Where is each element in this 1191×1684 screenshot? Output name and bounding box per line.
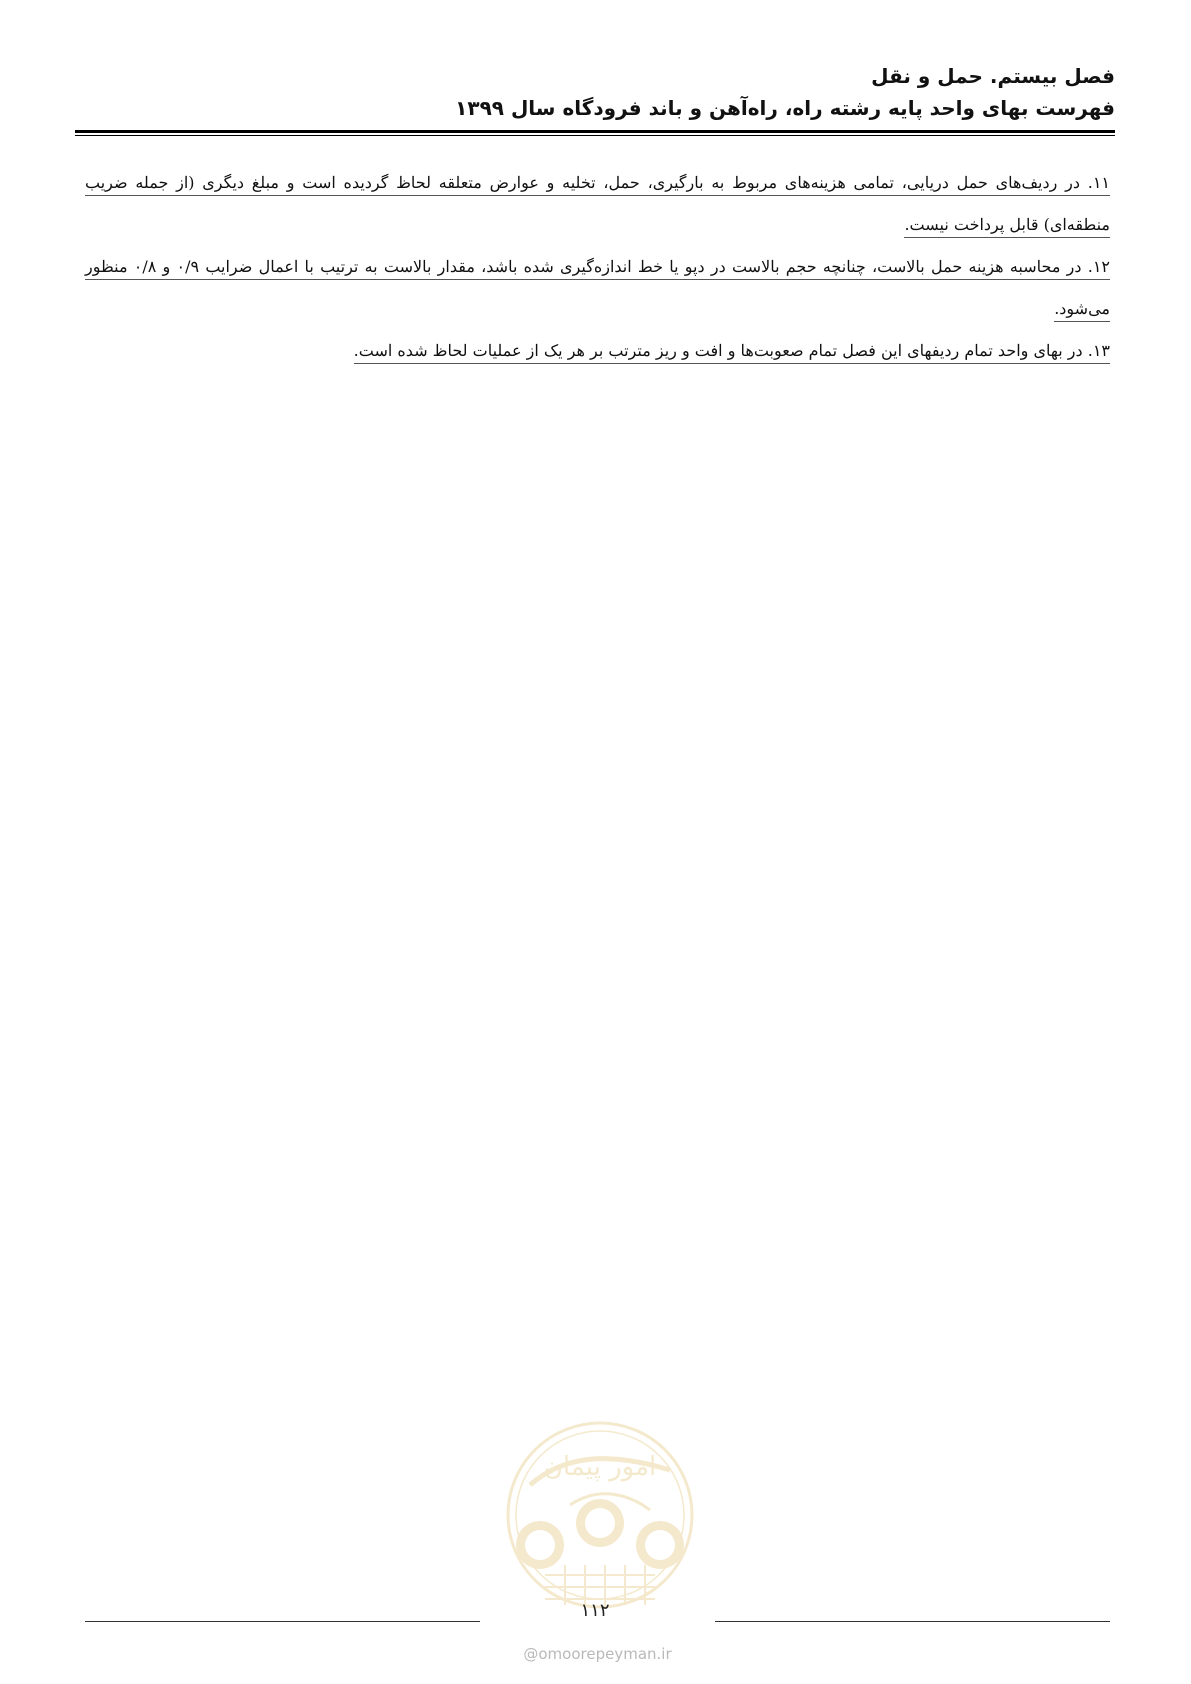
note-item [85,330,1110,372]
note-text: ۱۱. در ردیف‌های حمل دریایی، تمامی هزینه‌های مربوط به بارگیری، حمل، تخلیه و عوارض متعلقه لحاظ گردیده است و مبلغ دیگری (از جمله ضریب منطقه‌ای) قابل پرداخت نیست. [85,173,1110,238]
notes-list [85,162,1110,372]
note-text: ۱۲. در محاسبه هزینه حمل بالاست، چنانچه حجم بالاست در دپو یا خط اندازه‌گیری شده باشد، مقدار بالاست به ترتیب با اعمال ضرایب ۰/۹ و ۰/۸ منظور می‌شود. [85,257,1110,322]
site-watermark [510,1645,685,1663]
page-number: ۱۱۲ [580,1600,610,1621]
footer-rule-right [715,1621,1110,1622]
header-double-rule [75,130,1115,136]
note-item [85,246,1110,330]
page-header [75,60,1115,124]
note-item [85,162,1110,246]
footer-rule-left [85,1621,480,1622]
site-url: omoorepeyman.ir [538,1645,672,1663]
chapter-title: فصل بیستم. حمل و نقل [871,64,1115,88]
note-text: ۱۳. در بهای واحد تمام ردیفهای این فصل تمام صعوبت‌ها و افت و ریز مترتب بر هر یک از عملیات لحاظ شده است. [354,341,1110,364]
price-list-title: فهرست بهای واحد پایه رشته راه، راه‌آهن و باند فرودگاه سال ۱۳۹۹ [455,96,1115,120]
at-icon: @ [523,1645,539,1663]
omoorepeyman-logo-watermark [500,1415,700,1615]
watermark-text: امور پیمان [543,1452,657,1482]
